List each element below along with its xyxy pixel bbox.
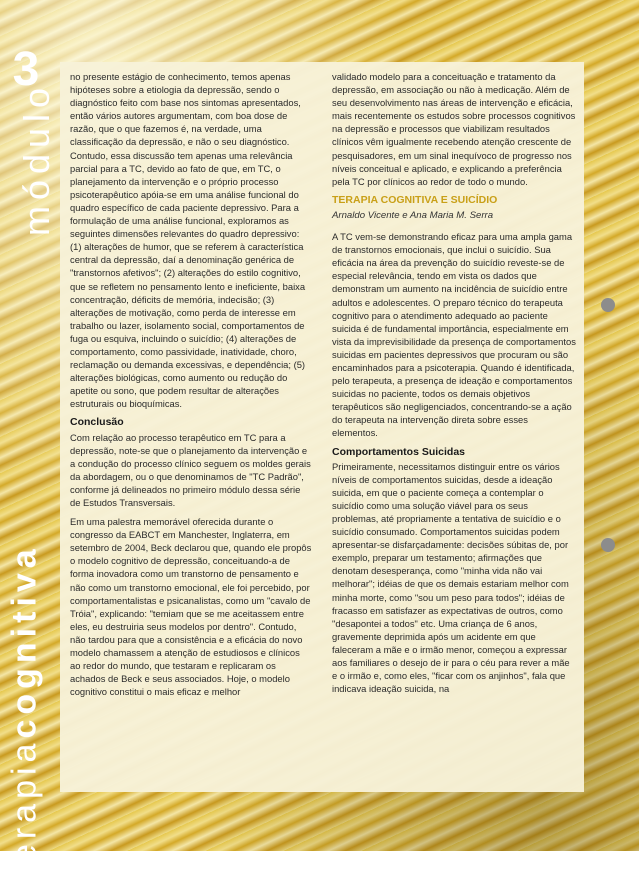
heading-comportamentos: Comportamentos Suicidas [332, 445, 466, 458]
paragraph: Com relação ao processo terapêutico em TC para a depressão, note-se que o planejamento da intervenção e a condução do processo clínico seguem os moldes gerais da abordagem, ou o que denominamos de "TC Padrão", conforme já delineados no primeiro módulo dessa série de Estudos Transversais. [70, 431, 311, 508]
section-authors: Arnaldo Vicente e Ana Maria M. Serra [332, 209, 494, 221]
bullet-dot-icon [601, 538, 615, 552]
series-title [6, 378, 45, 878]
left-column [70, 70, 312, 704]
bullet-dot-icon [601, 298, 615, 312]
paragraph: Primeiramente, necessitamos distinguir entre os vários níveis de comportamentos suicidas, desde a ideação suicida, em que o paciente começa a contemplar o suicídio como uma solução viável para os seus problemas, até propriamente a tentativa de suicídio e o suicídio consumado. Comportamentos suicidas podem apresentar-se disfarçadamente: decisões súbitas de, por exemplo, preparar um testamento; afirmações que denotam desesperança, como "minha vida não vai melhorar"; idéias de que os demais estariam melhor com minha morte, como "sou um peso para todos"; idéias de fracasso em satisfazer as expectativas de outros, como "desapontei a todos" etc. Uma criança de 6 anos, gravemente deprimida após um acidente em que faleceram a mãe e o irmão menor, começou a expressar aos familiares o desejo de ir para o céu para rever a mãe e o irmão e, como eles, "ficar com os anjinhos", fala que indicava ideação suicida, na [332, 460, 570, 695]
right-column [332, 70, 576, 701]
module-number: 3 [12, 43, 40, 96]
heading-conclusao: Conclusão [70, 416, 124, 429]
series-title-bold: cognitiva [5, 544, 44, 739]
section-title: TERAPIA COGNITIVA E SUICÍDIO [332, 193, 498, 206]
paragraph: validado modelo para a conceituação e tratamento da depressão, em associação ou não à medicação. Além de seu desenvolvimento nas áreas de intervenção e eficácia, mais recentemente os estudos sobre processos cognitivos na depressão e processos que viabilizam resultados clínicos vêm igualmente recebendo atenção crescente de pesquisadores, em um sinal inequívoco de progresso nos níveis conceitual e aplicado, e explicando a preferência pela TC por clínicos ao redor de todo o mundo. [332, 71, 576, 187]
paragraph: Em uma palestra memorável oferecida durante o congresso da EABCT em Manchester, Inglaterra, em setembro de 2004, Beck declarou que, quando ele propôs o modelo cognitivo de depressão, conceituando-a de forma inovadora como um transtorno de pensamento e não como um transtorno emocional, ele foi percebido, por comportamentalistas e psicanalistas, como um "cavalo de Tróia", explicando: "temiam que se me aceitassem entre eles, eu destruiria seus modelos por dentro". Contudo, não tardou para que a consistência e a eficácia do novo modelo chamassem a atenção de estudiosos e clínicos ao redor do mundo, que testaram e replicaram os achados de Beck e seus associados. Hoje, o modelo cognitivo constitui o mais eficaz e melhor [70, 516, 312, 698]
paragraph: no presente estágio de conhecimento, temos apenas hipóteses sobre a etiologia da depressão, sendo o diagnóstico feito com base nos sintomas apresentados, então vários autores argumentam, com boa dose de razão, que o que fazemos é, na verdade, uma classificação da depressão, e não o seu diagnóstico. Contudo, essa discussão tem apenas uma relevância parcial para a TC, devido ao fato de que, em TC, o planejamento da intervenção e o próprio processo psicoterapêutico apóia-se em uma análise funcional do quadro específico de cada paciente depressivo. Para a formulação de uma análise funcional, exploramos as seguintes dimensões relevantes do quadro depressivo: (1) alterações de humor, que se referem à característica central da depressão, daí a denominação genérica de "transtornos afetivos"; (2) alterações do estilo cognitivo, que se refletem no pensamento lento e ineficiente, baixa concentração, déficits de memória, indecisão; (3) alterações de motivação, como perda de interesse em trabalho ou lazer, isolamento social, comportamentos de fuga ou esquiva, incluindo o suicídio; (4) alterações de comportamento, como passividade, inatividade, choro, reclamação ou demanda excessivas, e dependência; (5) alterações biológicas, como aumento ou redução do apetite ou sono, que podem resultar de alterações estruturais ou bioquímicas. [70, 71, 306, 410]
module-label: módulo [16, 81, 57, 236]
series-title-light: terapia [5, 738, 44, 878]
paragraph: A TC vem-se demonstrando eficaz para uma ampla gama de transtornos emocionais, que inclui o suicídio. Sua eficácia na área da prevenção do suicídio reveste-se de especial relevância, tendo em vista os dados que demonstram um aumento na incidência de suicídio entre adultos e adolescentes. O preparo técnico do terapeuta cognitivo para o atendimento adequado ao paciente suicida é de fundamental importância, especialmente em vista da imprevisibilidade da presença de comportamentos suicidas em pacientes depressivos que procuram ou são encaminhados para a psicoterapia. Quando é identificada, pelo terapeuta, a presença de ideação e comportamentos suicidas no paciente, todos os demais objetivos terapêuticos são negligenciados, concentrando-se a ação do terapeuta na intervenção direta sobre esses elementos. [332, 231, 576, 439]
